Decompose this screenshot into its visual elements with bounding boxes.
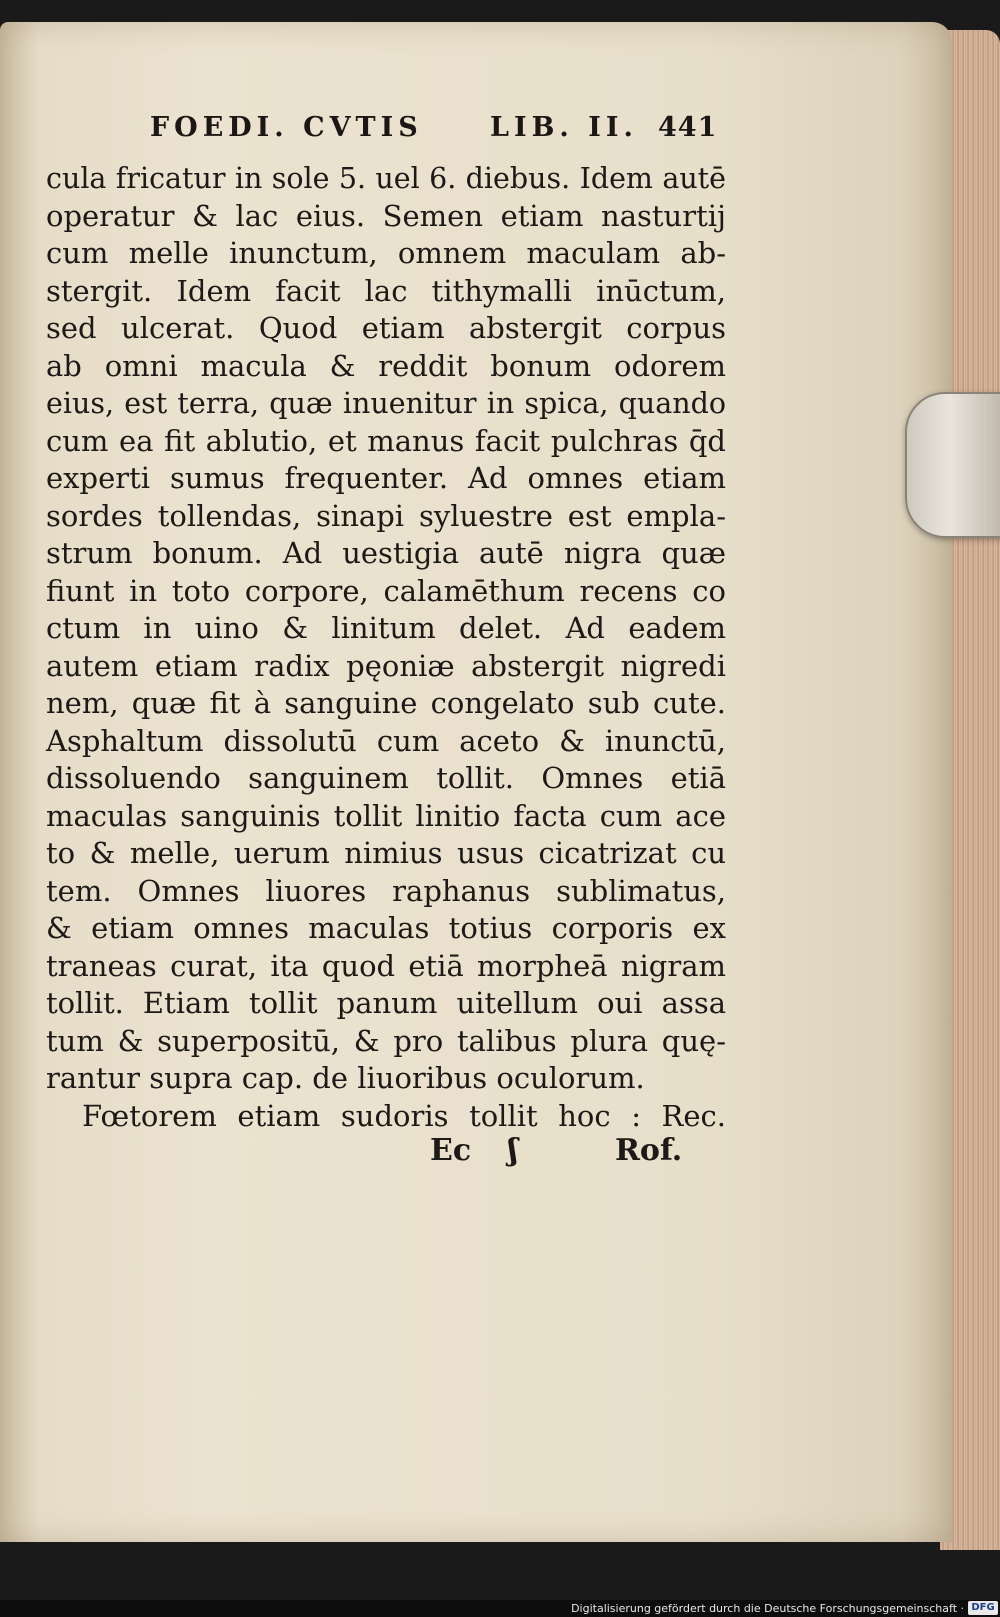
text-line: sed ulcerat. Quod etiam abstergit corpus <box>46 311 726 345</box>
text-line: ctum in uino & linitum delet. Ad eadem <box>46 611 726 645</box>
text-line: ab omni macula & reddit bonum odorem <box>46 348 726 383</box>
digitization-credit: Digitalisierung gefördert durch die Deutsche Forschungsgemeinschaft · <box>571 1602 964 1615</box>
header-title: FOEDI. CVTIS <box>150 112 423 143</box>
text-line: autem etiam radix pęoniæ abstergit nigredi <box>46 648 726 683</box>
text-line: tum & superpositū, & pro talibus plura quę- <box>46 1023 726 1058</box>
page-number: 441 <box>658 112 718 143</box>
text-line: cum melle inunctum, omnem maculam ab- <box>46 236 726 270</box>
catchword-first: Ec <box>430 1133 472 1168</box>
header-book-number: LIB. II. <box>490 112 638 143</box>
text-line: fiunt in toto corpore, calamēthum recens co <box>46 573 726 608</box>
text-line: strum bonum. Ad uestigia autē nigra quæ <box>46 536 726 570</box>
text-line: dissoluendo sanguinem tollit. Omnes etiā <box>46 761 726 795</box>
text-line: operatur & lac eius. Semen etiam nasturtij <box>46 198 726 233</box>
text-line: tem. Omnes liuores raphanus sublimatus, <box>46 873 726 908</box>
text-line: nem, quæ fit à sanguine congelato sub cute. <box>46 686 726 720</box>
text-line: traneas curat, ita quod etiā morpheā nigram <box>46 948 726 983</box>
text-line: to & melle, uerum nimius usus cicatrizat cu <box>46 836 726 870</box>
text-line: experti sumus frequenter. Ad omnes etiam <box>46 461 726 495</box>
text-line: cula fricatur in sole 5. uel 6. diebus. Idem autē <box>46 162 726 195</box>
text-line: tollit. Etiam tollit panum uitellum oui assa <box>46 986 726 1020</box>
body-text <box>46 160 726 1135</box>
text-line: sordes tollendas, sinapi syluestre est empla- <box>46 498 726 533</box>
text-line: maculas sanguinis tollit linitio facta cum ace <box>46 798 726 833</box>
catchword-third: Rof. <box>615 1133 683 1168</box>
page-holder-clip <box>905 392 1000 538</box>
text-line: Fœtorem etiam sudoris tollit hoc : Rec. <box>82 1098 726 1133</box>
text-line: stergit. Idem facit lac tithymalli inūctum, <box>46 273 726 308</box>
text-line: Asphaltum dissolutū cum aceto & inunctū, <box>46 723 726 758</box>
text-line: & etiam omnes maculas totius corporis ex <box>46 911 726 945</box>
catchword-second: ʃ <box>508 1133 518 1168</box>
running-header <box>150 112 718 152</box>
catchwords <box>430 1133 700 1173</box>
text-line: rantur supra cap. de liuoribus oculorum. <box>46 1061 645 1095</box>
text-line: eius, est terra, quæ inuenitur in spica, quando <box>46 387 726 420</box>
text-line: cum ea fit ablutio, et manus facit pulchras q̄d <box>46 423 726 458</box>
dfg-logo-icon: DFG <box>968 1601 998 1615</box>
